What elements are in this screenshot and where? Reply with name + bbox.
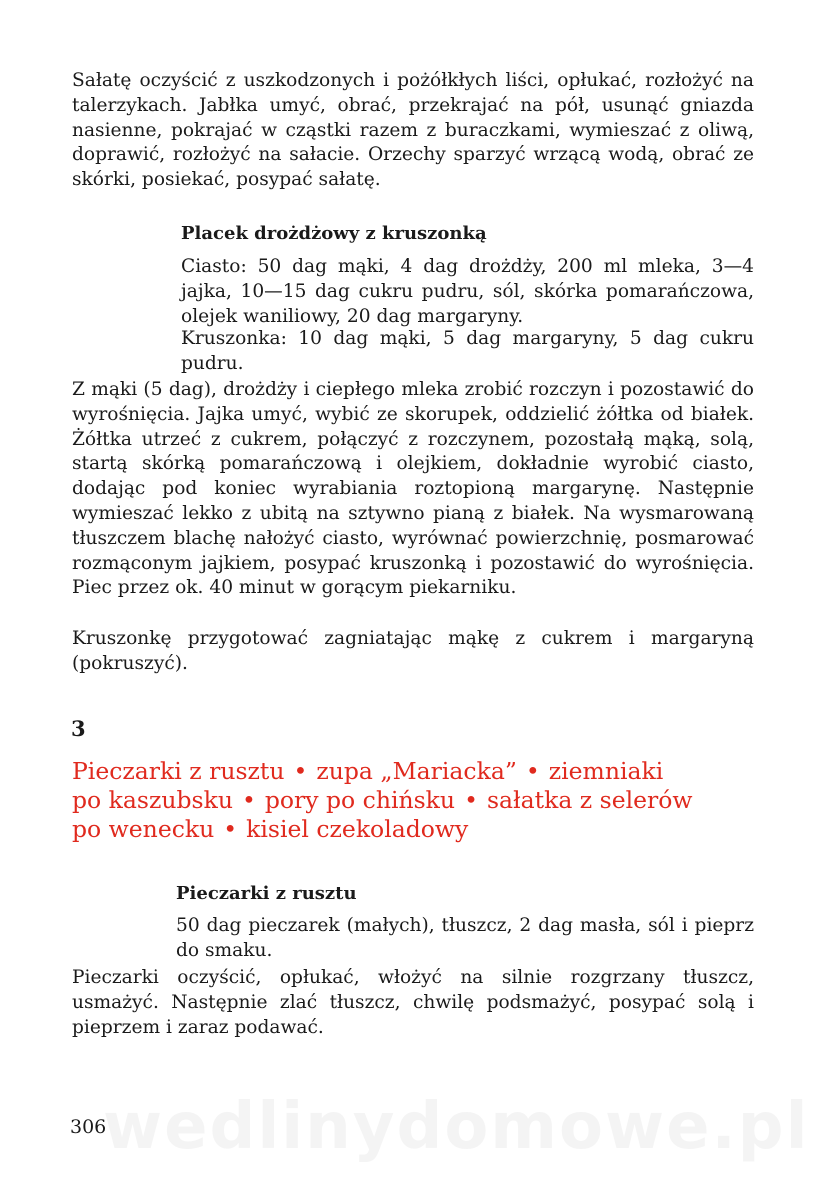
- bullet-icon: •: [464, 786, 478, 814]
- ingredients-pieczarki: 50 dag pieczarek (małych), tłuszcz, 2 dag masła, sól i pieprz do smaku.: [176, 915, 754, 961]
- menu-item: kisiel czekoladowy: [246, 815, 469, 843]
- bullet-icon: •: [525, 757, 540, 785]
- menu-line: [72, 815, 752, 844]
- menu-item: pory po chińsku: [264, 786, 456, 814]
- menu-item: Pieczarki z rusztu: [72, 757, 285, 785]
- instructions-kruszonka: Kruszonkę przygotować zagniatając mąkę z cukrem i margaryną (pokruszyć).: [72, 628, 754, 674]
- menu-line: [72, 786, 752, 815]
- ingredients-ciasto: Ciasto: 50 dag mąki, 4 dag drożdży, 200 ml mleka, 3—4 jajka, 10—15 dag cukru pudru, sól, skórka pomarańczowa, olejek waniliowy, 20 dag margaryny.: [181, 256, 754, 327]
- page-number: 306: [70, 1116, 107, 1138]
- bullet-icon: •: [223, 815, 238, 843]
- recipe-title-placek: Placek drożdżowy z kruszonką: [181, 223, 487, 244]
- watermark-text: wedlinydomowe.pl: [103, 1090, 810, 1164]
- recipe-title-pieczarki: Pieczarki z rusztu: [176, 883, 357, 904]
- bullet-icon: •: [241, 786, 256, 814]
- menu-item: po kaszubsku: [72, 786, 233, 814]
- instructions-placek: Z mąki (5 dag), drożdży i ciepłego mleka zrobić rozczyn i pozostawić do wyrośnięcia. Jajka umyć, wybić ze skorupek, oddzielić żółtka od białek. Żółtka utrzeć z cukrem, połączyć z rozczynem, pozostałą mąką, solą, startą skórką pomarańczową i olejkiem, dokładnie wyrobić ciasto, dodając pod koniec wyrabiania roztopioną margarynę. Następnie wymieszać lekko z ubitą na sztywno pianą z białek. Na wysmarowaną tłuszczem blachę nałożyć ciasto, wyrównać powierzchnię, posmarować rozmąconym jajkiem, posypać kruszonką i pozostawić do wyrośnięcia. Piec przez ok. 40 minut w gorącym piekarniku.: [72, 379, 754, 599]
- menu-line: [72, 757, 752, 786]
- menu-item: sałatka z selerów: [486, 786, 693, 814]
- instructions-pieczarki: Pieczarki oczyścić, opłukać, włożyć na silnie rozgrzany tłuszcz, usmażyć. Następnie zlać tłuszcz, chwilę podsmażyć, posypać solą i pieprzem i zaraz podawać.: [72, 967, 754, 1038]
- bullet-icon: •: [293, 757, 308, 785]
- menu-item: ziemniaki: [548, 757, 664, 785]
- menu-item: zupa „Mariacka”: [316, 757, 517, 785]
- ingredients-kruszonka: Kruszonka: 10 dag mąki, 5 dag margaryny, 5 dag cukru pudru.: [181, 328, 754, 374]
- intro-paragraph: Sałatę oczyścić z uszkodzonych i pożółkłych liści, opłukać, rozłożyć na talerzykach. Jabłka umyć, obrać, przekrajać na pół, usunąć gniazda nasienne, pokrajać w cząstki razem z buraczkami, wymieszać z oliwą, doprawić, rozłożyć na sałacie. Orzechy sparzyć wrzącą wodą, obrać ze skórki, posiekać, posypać sałatę.: [72, 70, 754, 191]
- menu-item: po wenecku: [72, 815, 215, 843]
- menu-section-number: 3: [71, 716, 86, 741]
- menu-list: [72, 757, 752, 844]
